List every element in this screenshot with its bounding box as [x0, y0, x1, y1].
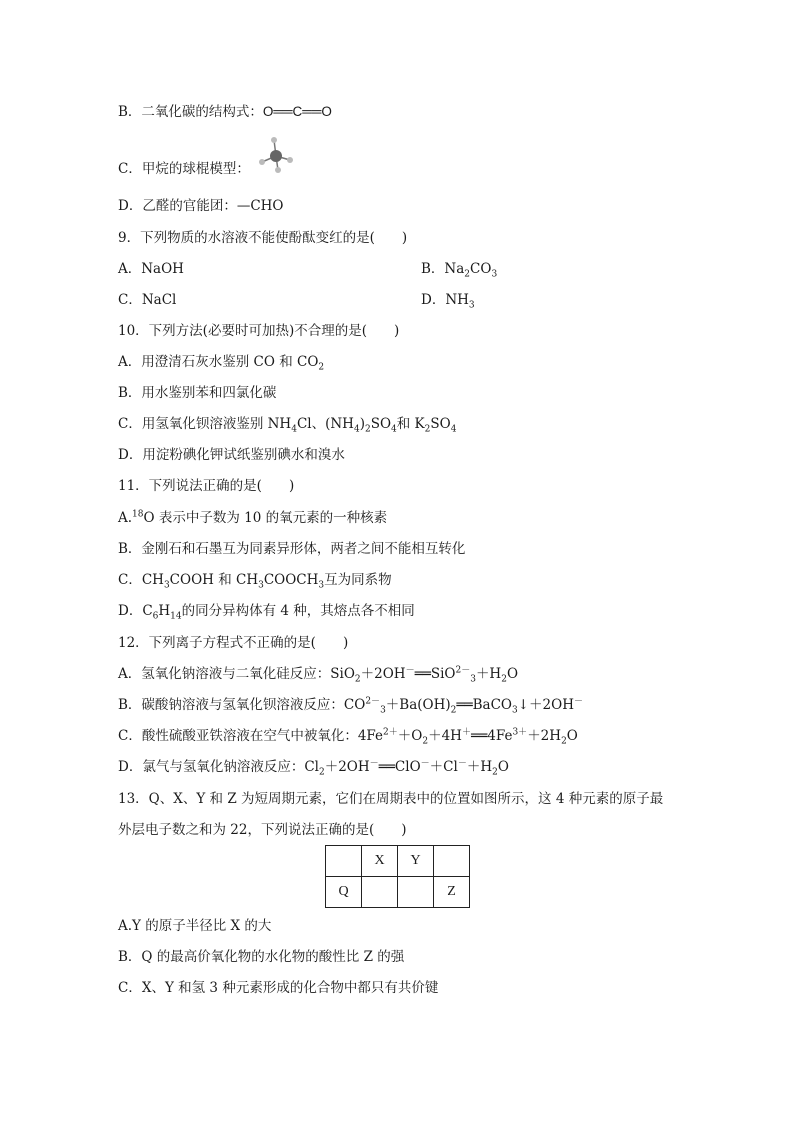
q8-c-text: C．甲烷的球棍模型： — [118, 161, 250, 177]
q8-b-formula: O══C══O — [262, 104, 332, 119]
q8-b-prefix: B．二氧化碳的结构式： — [118, 104, 263, 120]
t: 14 — [170, 611, 182, 622]
t: 2 — [464, 269, 471, 280]
t: 2 — [501, 674, 507, 685]
t: 2 — [424, 424, 431, 435]
t: ＋H — [475, 666, 502, 682]
t: 3 — [380, 705, 386, 716]
table-cell — [434, 846, 470, 877]
t: O — [566, 728, 578, 744]
q11-option-d — [118, 602, 415, 620]
t: 2 — [318, 362, 325, 373]
t: ↓＋2OH — [517, 697, 574, 713]
t: ＋ — [461, 727, 471, 738]
t: SO — [430, 416, 451, 432]
t: B．金刚石和石墨互为同素异形体，两者之间不能相互转化 — [118, 541, 466, 557]
t: 3 — [468, 300, 475, 311]
t: CO — [470, 261, 492, 277]
t: Cl、(NH — [296, 416, 354, 432]
t: ＋H — [466, 759, 493, 775]
t: 4 — [391, 424, 397, 435]
q8-option-d — [118, 197, 284, 215]
q8-d-text: D．乙醛的官能团：—CHO — [118, 198, 284, 214]
periodic-table-fragment — [325, 845, 470, 908]
t: 18 — [132, 509, 144, 520]
q10-option-c — [118, 415, 456, 433]
q12-stem — [118, 634, 348, 652]
q9-stem-text: 9．下列物质的水溶液不能使酚酞变红的是( ) — [118, 230, 408, 246]
q9-option-d — [421, 291, 475, 309]
q11-option-c — [118, 571, 392, 589]
t: ══BaCO — [456, 697, 512, 713]
q12-option-b — [118, 696, 583, 714]
q9-option-c — [118, 291, 176, 309]
q10-option-a — [118, 353, 324, 371]
q10-stem — [118, 322, 399, 340]
table-cell: Y — [398, 846, 434, 877]
t: ══SiO — [414, 666, 456, 682]
t: ＋2H — [527, 728, 562, 744]
table-cell — [362, 877, 398, 908]
q12-option-c — [118, 727, 578, 745]
t: 2－ — [455, 665, 471, 676]
t: 2 — [318, 767, 325, 778]
t: SO — [370, 416, 392, 432]
t: ＋4H — [428, 728, 462, 744]
t: 和 K — [396, 416, 425, 432]
q13-option-a — [118, 917, 271, 935]
q10-option-d — [118, 446, 345, 464]
q13-option-c — [118, 979, 438, 997]
t: D．用淀粉碘化钾试纸鉴别碘水和溴水 — [118, 447, 345, 463]
t: ＋2OH — [360, 666, 406, 682]
t: 2＋ — [383, 727, 398, 738]
t: C．酸性硫酸亚铁溶液在空气中被氧化：4Fe — [118, 728, 384, 744]
t: ) — [359, 416, 365, 432]
t: A．氢氧化钠溶液与二氧化硅反应：SiO — [118, 666, 355, 682]
t: － — [405, 665, 415, 676]
q11-stem — [118, 477, 294, 495]
t: O — [497, 759, 509, 775]
t: C．用氢氧化钡溶液鉴别 NH — [118, 416, 292, 432]
t: 3 — [491, 269, 498, 280]
t: 4 — [450, 424, 457, 435]
t: B．用水鉴别苯和四氯化碳 — [118, 385, 277, 401]
table-cell — [398, 877, 434, 908]
q9-c-text: C．NaCl — [118, 292, 177, 308]
t: C．X、Y 和氢 3 种元素形成的化合物中都只有共价键 — [118, 980, 439, 996]
q9-option-a — [118, 260, 184, 278]
table-cell: Q — [326, 877, 362, 908]
t: － — [369, 758, 379, 769]
q13-stem-line2 — [118, 821, 407, 839]
t: B．Q 的最高价氧化物的水化物的酸性比 Z 的强 — [118, 949, 405, 965]
t: ＋O — [397, 728, 423, 744]
t: ＋2OH — [324, 759, 370, 775]
t: A．用澄清石灰水鉴别 CO 和 CO — [118, 354, 319, 370]
t: D．C — [118, 603, 153, 619]
q12-stem-text: 12．下列离子方程式不正确的是( ) — [118, 635, 349, 651]
q13-option-b — [118, 948, 404, 966]
t: D．NH — [421, 292, 469, 308]
t: COOH 和 CH — [169, 572, 259, 588]
q13-stem-line1 — [118, 790, 663, 808]
t: 3＋ — [512, 727, 528, 738]
q8-option-c — [118, 160, 250, 178]
t: － — [420, 758, 430, 769]
q9-a-text: A．NaOH — [118, 261, 184, 277]
q11-option-a — [118, 509, 387, 527]
t: ══ClO — [378, 759, 421, 775]
t: C．CH — [118, 572, 164, 588]
t: ══4Fe — [470, 728, 513, 744]
t: 外层电子数之和为 22，下列说法正确的是( ) — [118, 822, 407, 838]
t: 3 — [258, 580, 264, 591]
t: B．Na — [421, 261, 465, 277]
t: 4 — [353, 424, 360, 435]
t: 3 — [512, 705, 518, 716]
t: 13．Q、X、Y 和 Z 为短周期元素，它们在周期表中的位置如图所示，这 4 种元素的原子最 — [118, 791, 664, 807]
t: ＋Ba(OH) — [385, 697, 451, 713]
t: 2 — [450, 705, 457, 716]
q9-option-b — [421, 260, 497, 278]
q9-stem — [118, 229, 407, 247]
t: ＋Cl — [429, 759, 458, 775]
table-cell: Z — [434, 877, 470, 908]
t: O 表示中子数为 10 的氧元素的一种核素 — [143, 510, 388, 526]
table-row — [326, 877, 470, 908]
table-cell: X — [362, 846, 398, 877]
t: － — [457, 758, 467, 769]
t: 的同分异构体有 4 种，其熔点各不相同 — [181, 603, 415, 619]
t: 3 — [470, 674, 476, 685]
q12-option-d — [118, 758, 509, 776]
t: A. — [118, 510, 133, 526]
t: O — [506, 666, 519, 682]
methane-ball-stick-model — [256, 136, 296, 176]
t: D．氯气与氢氧化钠溶液反应：Cl — [118, 759, 319, 775]
t: 2 — [422, 736, 429, 747]
q11-option-b — [118, 540, 465, 558]
t: 互为同系物 — [324, 572, 392, 588]
t: 3 — [318, 580, 325, 591]
q10-stem-text: 10．下列方法(必要时可加热)不合理的是( ) — [118, 323, 400, 339]
t: 2－ — [365, 696, 381, 707]
t: A.Y 的原子半径比 X 的大 — [118, 918, 272, 934]
t: 2 — [561, 736, 567, 747]
t: 4 — [291, 424, 297, 435]
q11-stem-text: 11．下列说法正确的是( ) — [118, 478, 295, 494]
t: 3 — [163, 580, 170, 591]
table-cell — [326, 846, 362, 877]
t: B．碳酸钠溶液与氢氧化钡溶液反应：CO — [118, 697, 366, 713]
table-row — [326, 846, 470, 877]
t: COOCH — [263, 572, 319, 588]
t: H — [158, 603, 171, 619]
t: 2 — [492, 767, 498, 778]
t: 6 — [152, 611, 159, 622]
t: － — [573, 696, 583, 707]
q8-option-b — [118, 103, 332, 121]
t: 2 — [364, 424, 371, 435]
q10-option-b — [118, 384, 276, 402]
t: 2 — [354, 674, 361, 685]
q12-option-a — [118, 665, 518, 683]
